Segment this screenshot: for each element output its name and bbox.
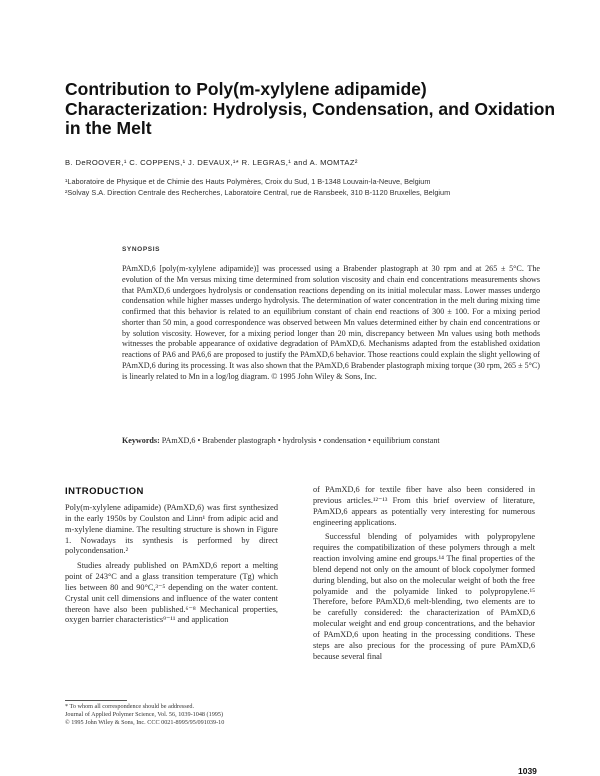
keywords-text: PAmXD,6 • Brabender plastograph • hydrolysis • condensation • equilibrium constant <box>161 436 440 445</box>
affiliations <box>65 177 565 198</box>
intro-paragraph-2: Studies already published on PAmXD,6 report a melting point of 243°C and a glass transition temperature (Tg) which lies between 80 and 90°C,³⁻⁵ depending on the water content. Crystal unit cell dimensions and influence of the water content thereon have also been published.⁶⁻⁸ Mechanical properties, oxygen barrier characteristics⁹⁻¹¹ and application <box>65 561 278 625</box>
footnote <box>65 703 285 728</box>
title-line-2: Characterization: Hydrolysis, Condensation, and Oxidation <box>65 98 556 119</box>
left-column <box>65 503 278 626</box>
affiliation-1: ¹Laboratoire de Physique et de Chimie des Hauts Polymères, Croix du Sud, 1 B-1348 Louvain-la-Neuve, Belgium <box>65 177 431 186</box>
right-column <box>313 485 535 663</box>
section-heading-introduction: INTRODUCTION <box>65 486 144 497</box>
intro-paragraph-1: Poly(m-xylylene adipamide) (PAmXD,6) was first synthesized in the early 1950s by Coulston and Linn¹ from adipic acid and m-xylylene diamine. The resulting structure is shown in Figure 1. Nowadays its synthesis is performed by direct polycondensation.² <box>65 503 278 556</box>
title-line-3: in the Melt <box>65 118 152 138</box>
intro-paragraph-4: Successful blending of polyamides with polypropylene requires the compatibilization of these polymers through a melt reaction involving amine end groups.¹⁴ The final properties of the blend depend not only on the amount of block copolymer formed during blending, but also on the molecular weight of both the free polyamide and the polyamide linked to polypropylene.¹⁵ Therefore, before PAmXD,6 melt-blending, two elements are to be carefully considered: the characterization of PAmXD,6 molecular weight and end group concentrations, and the behavior of PAmXD,6 upon heating in the processing conditions. These steps are also precious for the processing of pure PAmXD,6 because several final <box>313 532 535 661</box>
synopsis-heading: SYNOPSIS <box>122 246 161 253</box>
footnote-rule <box>65 700 127 701</box>
keywords <box>122 436 540 447</box>
footnote-journal: Journal of Applied Polymer Science, Vol. 56, 1039-1048 (1995) <box>65 711 224 719</box>
keywords-label: Keywords: <box>122 436 160 445</box>
title-line-1: Contribution to Poly(m-xylylene adipamide) <box>65 79 427 99</box>
synopsis-paragraph: PAmXD,6 [poly(m-xylylene adipamide)] was processed using a Brabender plastograph at 30 rpm and at 265 ± 5°C. The evolution of the Mn versus mixing time determined from solution viscosity and chain end concentrations measurements shows that PAmXD,6 undergoes hydrolysis or condensation reactions depending on its initial molecular mass. Lower masses undergo condensation while higher masses undergo hydrolysis. The determination of water concentration in the melt during mixing time confirmed that this behavior is related to an equilibrium constant of chain end reactions of 300 ± 100. For a mixing period shorter than 50 min, a good correspondence was observed between Mn values determined either by chain end concentrations or by solution viscosity. However, for a mixing period longer than 20 min, discrepancy between Mn values using both methods witnesses the probable appearance of oxidative degradation of PAmXD,6. Mechanisms adapted from the established oxidation reactions of PA6 and PA6,6 are proposed to justify the PAmXD,6 behavior. Those reactions could explain the slight yellowing of PAmXD,6 during its processing. It was also shown that the PAmXD,6 Brabender plastograph mixing torque (30 rpm, 265 ± 5°C) is linearly related to Mn in a log/log diagram. © 1995 John Wiley & Sons, Inc. <box>122 264 540 381</box>
author-list: B. DeROOVER,¹ C. COPPENS,¹ J. DEVAUX,¹* R. LEGRAS,¹ and A. MOMTAZ² <box>65 158 358 167</box>
synopsis-text <box>122 264 540 382</box>
paper-title <box>65 79 556 139</box>
intro-paragraph-3: of PAmXD,6 for textile fiber have also been considered in previous articles.¹²⁻¹³ From this brief overview of literature, PAmXD,6 appears as potentially very interesting for numerous engineering applications. <box>313 485 535 527</box>
footnote-correspondence: * To whom all correspondence should be addressed. <box>65 703 195 710</box>
page-number: 1039 <box>518 766 537 776</box>
footnote-copyright: © 1995 John Wiley & Sons, Inc. CCC 0021-8995/95/091039-10 <box>65 719 225 727</box>
affiliation-2: ²Solvay S.A. Direction Centrale des Recherches, Laboratoire Central, rue de Ransbeek, 310 B-1120 Bruxelles, Belgium <box>65 187 451 197</box>
